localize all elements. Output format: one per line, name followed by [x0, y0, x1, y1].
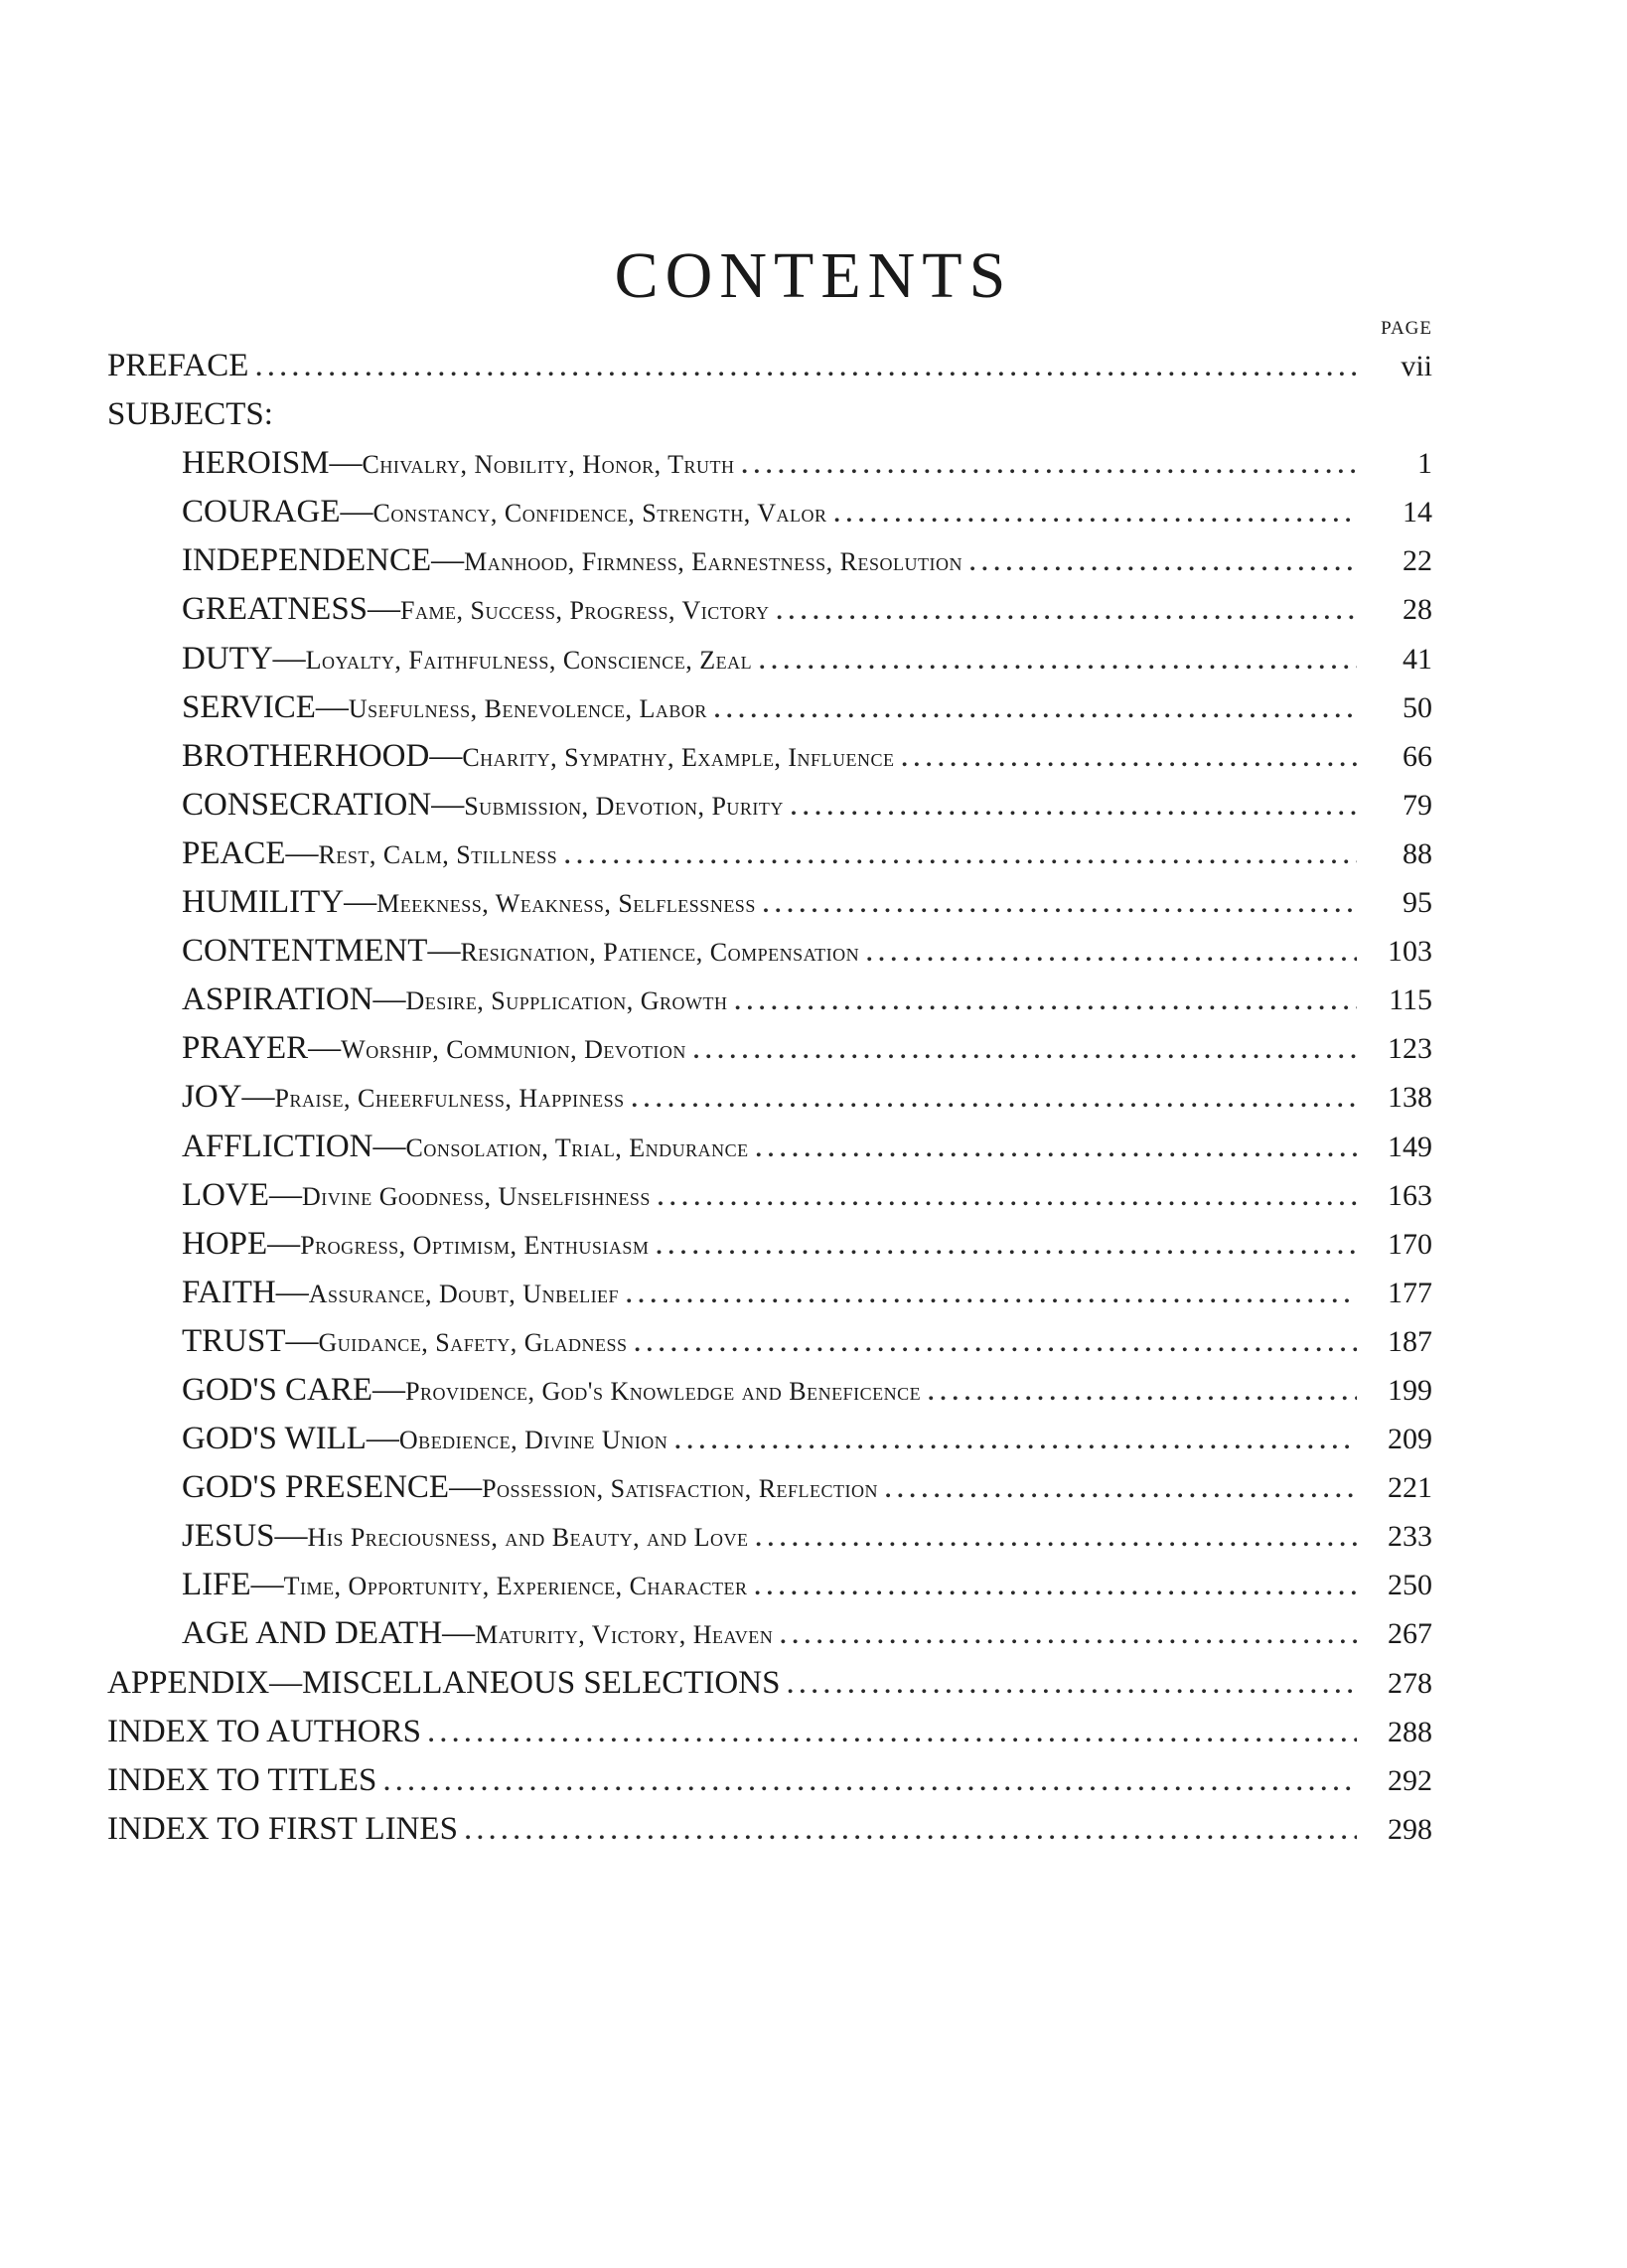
- toc-entry: [107, 1171, 1432, 1220]
- dot-leader: [382, 1756, 1357, 1805]
- toc-entry: [107, 1708, 1432, 1756]
- toc-entry-topics: Obedience, Divine Union: [398, 1426, 668, 1455]
- toc-entry: [107, 1024, 1432, 1073]
- toc-entry-topics: Consolation, Trial, Endurance: [405, 1133, 749, 1162]
- toc-entry: [107, 781, 1432, 830]
- toc-entry-topics: Worship, Communion, Devotion: [341, 1035, 686, 1065]
- dot-leader: [755, 1512, 1357, 1561]
- dot-leader: [692, 1024, 1357, 1073]
- toc-entry-label: [182, 1317, 628, 1367]
- toc-entry-label: [182, 439, 735, 489]
- toc-entry: [107, 1269, 1432, 1317]
- toc-entry: [107, 830, 1432, 878]
- toc-entry: [107, 927, 1432, 976]
- toc-entry-label: [182, 976, 728, 1025]
- toc-entry-label: [182, 1561, 747, 1610]
- toc-entry-page-number: 292: [1388, 1763, 1432, 1797]
- toc-entry: [107, 683, 1432, 732]
- table-of-contents: [107, 342, 1432, 1854]
- toc-entry-subject: LIFE—: [182, 1567, 284, 1603]
- toc-entry-topics: Progress, Optimism, Enthusiasm: [300, 1230, 650, 1260]
- toc-entry-subject: GREATNESS—: [182, 591, 401, 628]
- toc-entry-label: [182, 1171, 651, 1221]
- toc-entry-subject: INDEPENDENCE—: [182, 542, 465, 579]
- toc-entry-topics: Praise, Cheerfulness, Happiness: [274, 1084, 625, 1114]
- toc-entry: [107, 732, 1432, 781]
- dot-leader: [657, 1171, 1357, 1220]
- toc-entry-label: [182, 1366, 921, 1416]
- toc-entry-subject: ASPIRATION—: [182, 982, 406, 1018]
- toc-entry-page-number: 233: [1388, 1520, 1432, 1554]
- dot-leader: [833, 488, 1357, 536]
- dot-leader: [927, 1366, 1357, 1415]
- toc-entry-topics: Rest, Calm, Stillness: [318, 839, 558, 869]
- toc-entry-topics: Manhood, Firmness, Earnestness, Resolution: [464, 547, 962, 577]
- toc-entry-page-number: 298: [1388, 1812, 1432, 1846]
- toc-entry-topics: Time, Opportunity, Experience, Character: [283, 1572, 748, 1601]
- toc-entry-label: [182, 927, 859, 977]
- dot-leader: [758, 635, 1357, 683]
- toc-entry-page-number: 50: [1403, 690, 1432, 724]
- toc-entry-subject: COURAGE—: [182, 494, 373, 530]
- toc-entry-page-number: 163: [1388, 1178, 1432, 1212]
- dot-leader: [713, 683, 1357, 732]
- toc-entry-label: [182, 1512, 749, 1562]
- toc-entry-subject: JESUS—: [182, 1518, 308, 1555]
- toc-entry: [107, 1463, 1432, 1512]
- toc-entry-page-number: 221: [1388, 1471, 1432, 1505]
- toc-entry-label: [107, 1659, 780, 1708]
- toc-entry-topics: Maturity, Victory, Heaven: [475, 1620, 774, 1650]
- toc-entry-label: [182, 830, 557, 879]
- toc-entry-label: [182, 1269, 619, 1318]
- toc-entry: [107, 1756, 1432, 1805]
- toc-entry-label: [107, 1708, 421, 1756]
- toc-entry-subject: FAITH—: [182, 1274, 309, 1310]
- toc-entry-label: [182, 1415, 667, 1464]
- toc-entry-label: [182, 1123, 749, 1172]
- toc-entry-subject: APPENDIX—MISCELLANEOUS SELECTIONS: [107, 1664, 781, 1701]
- toc-entry-page-number: 1: [1417, 447, 1432, 481]
- toc-entry-subject: LOVE—: [182, 1176, 302, 1213]
- toc-entry-label: [182, 1609, 773, 1659]
- toc-entry-page-number: 177: [1388, 1276, 1432, 1309]
- toc-entry-label: [107, 1756, 376, 1805]
- toc-entry: [107, 1512, 1432, 1561]
- toc-entry-label: [107, 342, 248, 390]
- toc-entry-label: [182, 683, 707, 733]
- toc-entry-topics: Desire, Supplication, Growth: [405, 986, 728, 1016]
- toc-entry-subject: TRUST—: [182, 1322, 319, 1359]
- toc-entry: [107, 585, 1432, 634]
- dot-leader: [254, 342, 1357, 390]
- toc-entry: [107, 1415, 1432, 1463]
- toc-entry: [107, 1609, 1432, 1658]
- toc-entry: [107, 488, 1432, 536]
- dot-leader: [753, 1561, 1357, 1609]
- toc-entry: [107, 536, 1432, 585]
- toc-entry-topics: Resignation, Patience, Compensation: [460, 938, 860, 968]
- toc-entry-page-number: 115: [1389, 983, 1432, 1017]
- toc-entry-topics: Charity, Sympathy, Example, Influence: [462, 742, 895, 772]
- toc-entry-page-number: 103: [1388, 935, 1432, 969]
- page-column-header: PAGE: [1381, 318, 1432, 339]
- dot-leader: [655, 1220, 1357, 1269]
- dot-leader: [625, 1269, 1357, 1317]
- contents-title: CONTENTS: [614, 239, 1013, 312]
- toc-entry-page-number: 28: [1403, 593, 1432, 627]
- toc-entry-subject: INDEX TO AUTHORS: [107, 1713, 421, 1749]
- dot-leader: [884, 1463, 1357, 1512]
- toc-entry-subject: HEROISM—: [182, 445, 363, 482]
- dot-leader: [634, 1317, 1357, 1366]
- dot-leader: [779, 1609, 1357, 1658]
- toc-entry-topics: Usefulness, Benevolence, Labor: [348, 693, 707, 723]
- toc-entry-subject: INDEX TO FIRST LINES: [107, 1810, 458, 1847]
- toc-entry: [107, 342, 1432, 390]
- toc-entry-label: [182, 1024, 686, 1074]
- toc-entry: [107, 976, 1432, 1024]
- dot-leader: [755, 1123, 1357, 1171]
- toc-entry-subject: SUBJECTS:: [107, 396, 273, 433]
- toc-entry-subject: GOD'S CARE—: [182, 1371, 406, 1408]
- toc-entry-topics: Fame, Success, Progress, Victory: [400, 596, 770, 626]
- toc-entry-topics: Loyalty, Faithfulness, Conscience, Zeal: [305, 645, 753, 675]
- dot-leader: [790, 781, 1357, 830]
- dot-leader: [741, 439, 1358, 488]
- dot-leader: [865, 927, 1357, 976]
- toc-entry-topics: Assurance, Doubt, Unbelief: [308, 1279, 620, 1308]
- toc-entry: [107, 390, 1432, 439]
- toc-entry-page-number: 79: [1403, 788, 1432, 822]
- toc-entry-subject: AGE AND DEATH—: [182, 1615, 476, 1652]
- toc-entry-page-number: 123: [1388, 1032, 1432, 1066]
- toc-entry: [107, 1220, 1432, 1269]
- toc-entry-page-number: 41: [1403, 642, 1432, 676]
- toc-entry-subject: CONSECRATION—: [182, 786, 465, 823]
- toc-entry-page-number: 278: [1388, 1666, 1432, 1700]
- toc-entry-page-number: 14: [1403, 496, 1432, 529]
- toc-entry-page-number: 250: [1388, 1569, 1432, 1602]
- toc-entry-label: [182, 536, 962, 586]
- toc-entry-subject: PRAYER—: [182, 1030, 342, 1067]
- toc-entry-topics: Meekness, Weakness, Selflessness: [376, 889, 756, 919]
- toc-entry-topics: Submission, Devotion, Purity: [464, 791, 784, 821]
- toc-entry-subject: SERVICE—: [182, 688, 349, 725]
- toc-entry-label: [182, 878, 756, 928]
- toc-entry-subject: DUTY—: [182, 640, 306, 677]
- dot-leader: [673, 1415, 1357, 1463]
- dot-leader: [762, 878, 1357, 927]
- toc-entry-subject: HUMILITY—: [182, 884, 377, 921]
- toc-entry: [107, 1317, 1432, 1366]
- dot-leader: [563, 830, 1357, 878]
- toc-entry-page-number: 199: [1388, 1373, 1432, 1407]
- toc-entry-page-number: 288: [1388, 1715, 1432, 1748]
- toc-entry-page-number: 22: [1403, 544, 1432, 578]
- toc-entry: [107, 878, 1432, 927]
- toc-entry-page-number: 138: [1388, 1081, 1432, 1115]
- toc-entry-label: [182, 488, 827, 537]
- toc-entry: [107, 1123, 1432, 1171]
- dot-leader: [968, 536, 1357, 585]
- dot-leader: [734, 976, 1357, 1024]
- toc-entry: [107, 1561, 1432, 1609]
- toc-entry: [107, 1805, 1432, 1854]
- toc-entry-topics: Possession, Satisfaction, Reflection: [482, 1474, 879, 1504]
- toc-entry: [107, 1366, 1432, 1415]
- toc-entry-topics: Constancy, Confidence, Strength, Valor: [372, 499, 827, 529]
- toc-entry-label: [182, 1463, 878, 1513]
- toc-entry-subject: CONTENTMENT—: [182, 933, 461, 970]
- dot-leader: [464, 1805, 1357, 1854]
- toc-entry-page-number: 267: [1388, 1617, 1432, 1651]
- toc-entry-subject: BROTHERHOOD—: [182, 737, 463, 774]
- toc-entry: [107, 635, 1432, 683]
- toc-entry-topics: His Preciousness, and Beauty, and Love: [307, 1523, 749, 1553]
- toc-entry-topics: Chivalry, Nobility, Honor, Truth: [362, 450, 735, 480]
- dot-leader: [901, 732, 1357, 781]
- toc-entry-page-number: 95: [1403, 886, 1432, 920]
- toc-entry-page-number: 88: [1403, 836, 1432, 870]
- toc-entry-subject: PREFACE: [107, 348, 249, 383]
- toc-entry-page-number: vii: [1401, 350, 1432, 382]
- toc-entry-label: [107, 390, 273, 439]
- toc-entry-subject: HOPE—: [182, 1225, 301, 1262]
- toc-entry-topics: Divine Goodness, Unselfishness: [301, 1181, 651, 1211]
- toc-entry-page-number: 66: [1403, 739, 1432, 773]
- toc-entry-topics: Providence, God's Knowledge and Beneficence: [405, 1376, 922, 1406]
- toc-entry-topics: Guidance, Safety, Gladness: [318, 1327, 628, 1357]
- toc-entry-page-number: 187: [1388, 1324, 1432, 1358]
- toc-entry: [107, 1073, 1432, 1122]
- toc-entry: [107, 1659, 1432, 1708]
- toc-entry-label: [107, 1805, 458, 1854]
- dot-leader: [786, 1659, 1357, 1708]
- toc-entry-subject: JOY—: [182, 1079, 275, 1116]
- toc-entry-label: [182, 781, 784, 831]
- toc-entry-label: [182, 635, 752, 684]
- dot-leader: [775, 585, 1357, 634]
- toc-entry-label: [182, 1220, 649, 1270]
- toc-entry-label: [182, 732, 895, 782]
- toc-entry-page-number: 170: [1388, 1227, 1432, 1261]
- toc-entry-label: [182, 1073, 625, 1123]
- toc-entry-page-number: 149: [1388, 1130, 1432, 1163]
- toc-entry-subject: AFFLICTION—: [182, 1128, 406, 1164]
- dot-leader: [631, 1073, 1357, 1122]
- toc-entry-subject: GOD'S PRESENCE—: [182, 1469, 483, 1506]
- toc-entry-label: [182, 585, 769, 635]
- toc-entry-page-number: 209: [1388, 1423, 1432, 1456]
- toc-entry: [107, 439, 1432, 488]
- toc-entry-subject: PEACE—: [182, 834, 319, 871]
- dot-leader: [427, 1708, 1357, 1756]
- toc-entry-subject: GOD'S WILL—: [182, 1421, 399, 1457]
- toc-entry-subject: INDEX TO TITLES: [107, 1761, 377, 1798]
